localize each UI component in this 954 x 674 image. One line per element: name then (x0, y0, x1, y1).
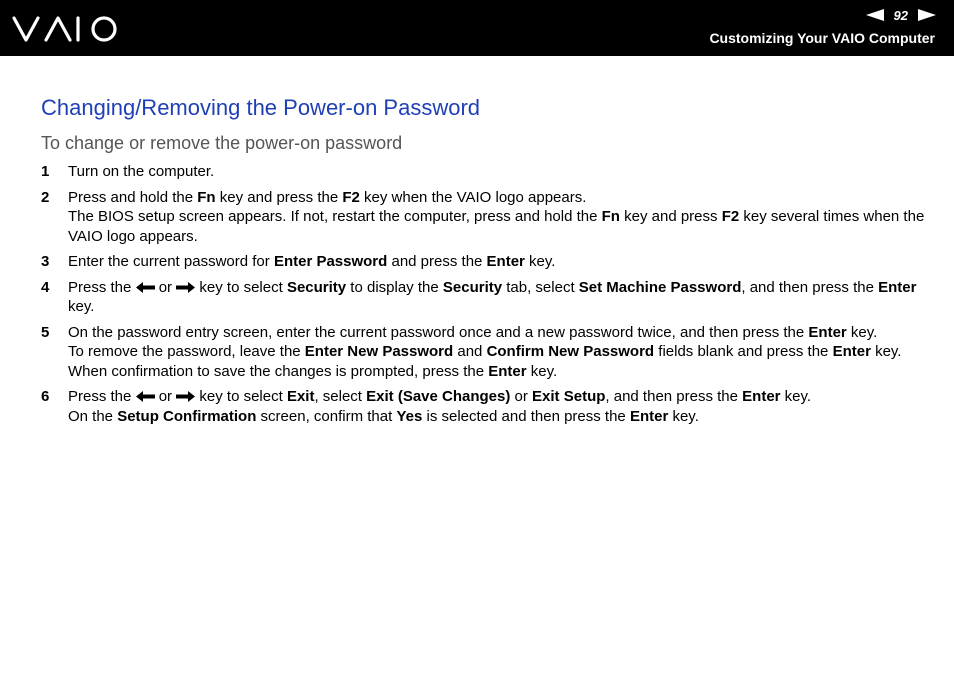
step-text: Enter the current password for Enter Password and press the Enter key. (68, 253, 556, 270)
step-list (41, 162, 931, 432)
step-number: 6 (41, 388, 50, 405)
page-navigation (866, 6, 936, 24)
step-5 (41, 323, 931, 382)
page-number: 92 (893, 7, 908, 23)
step-6 (41, 387, 931, 426)
step-text: Press and hold the Fn key and press the F2 key when the VAIO logo appears. The BIOS setup screen appears. If not, restart the computer, press and hold the Fn key and press F2 key several times when the VAIO logo appears. (68, 188, 925, 245)
step-3 (41, 252, 931, 272)
vaio-logo (12, 14, 120, 44)
right-arrow-key-icon (176, 282, 195, 293)
page-title: Changing/Removing the Power-on Password (41, 95, 481, 120)
left-arrow-key-icon (136, 391, 155, 402)
step-text: Press the or key to select Security to display the Security tab, select Set Machine Password, and then press the Enter key. (68, 278, 917, 315)
step-number: 4 (41, 278, 50, 296)
right-triangle-icon[interactable] (918, 9, 936, 21)
step-text: On the password entry screen, enter the current password once and a new password twice, and then press the Enter key. To remove the password, leave the Enter New Password and Confirm New Password fields blank and press the Enter key. When confirmation to save the changes is prompted, press the Enter key. (68, 323, 902, 380)
step-text: Turn on the computer. (68, 163, 215, 180)
right-arrow-key-icon (176, 391, 195, 402)
step-text: Press the or key to select Exit, select Exit (Save Changes) or Exit Setup, and then press the Enter key. On the Setup Confirmation screen, confirm that Yes is selected and then press the Enter key. (68, 388, 812, 425)
header-bar (0, 0, 954, 56)
section-title: Customizing Your VAIO Computer (709, 30, 935, 46)
procedure-heading: To change or remove the power-on password (41, 133, 403, 153)
step-2 (41, 188, 931, 247)
step-number: 5 (41, 323, 50, 341)
step-number: 2 (41, 188, 50, 206)
step-1 (41, 162, 931, 182)
step-number: 3 (41, 253, 50, 270)
step-4 (41, 278, 931, 317)
step-number: 1 (41, 163, 50, 180)
left-arrow-key-icon (136, 282, 155, 293)
left-triangle-icon[interactable] (866, 9, 884, 21)
